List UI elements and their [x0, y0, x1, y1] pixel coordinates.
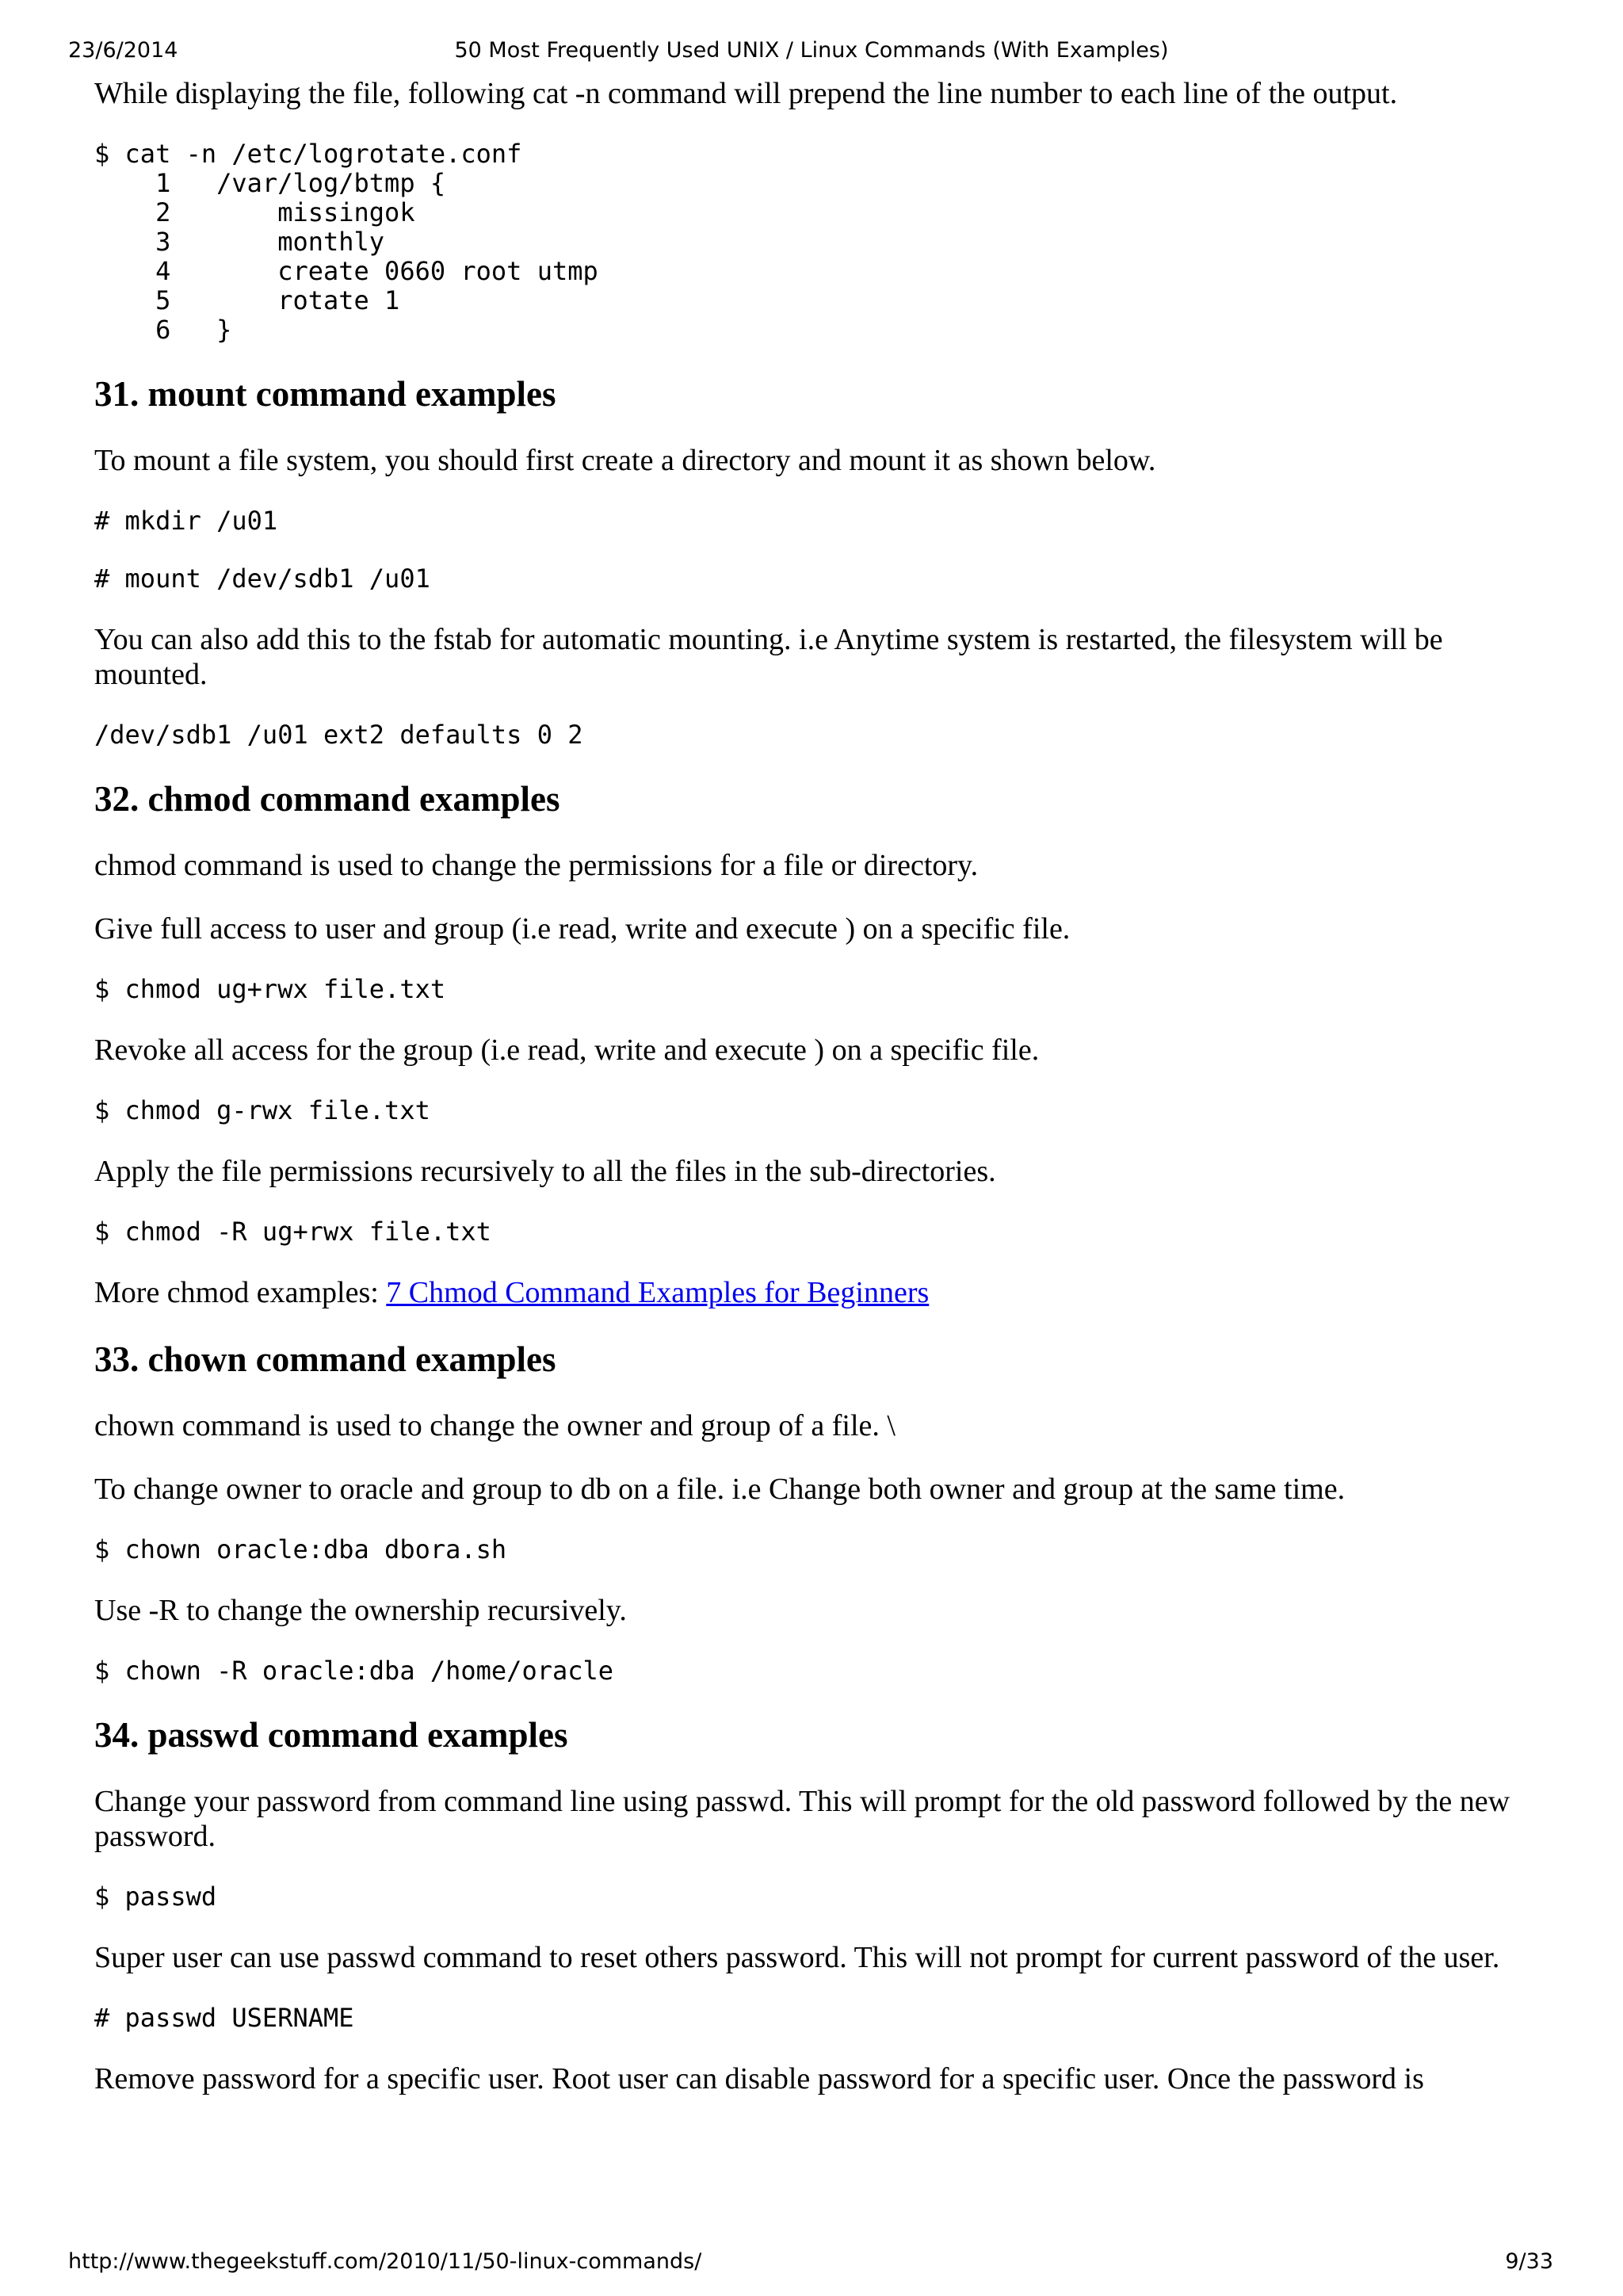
- code-block: $ chmod g-rwx file.txt: [94, 1095, 430, 1125]
- code-block: $ passwd: [94, 1881, 217, 1912]
- code-block: $ cat -n /etc/logrotate.conf 1 /var/log/btmp { 2 missingok 3 monthly 4 create 0660 root utmp 5 rotate 1 6 }: [94, 139, 598, 345]
- code-block: # mkdir /u01: [94, 506, 278, 536]
- paragraph: Use -R to change the ownership recursively.: [94, 1594, 627, 1627]
- footer-url: http://www.thegeekstuff.com/2010/11/50-linux-commands/: [68, 2249, 702, 2274]
- header-title: 50 Most Frequently Used UNIX / Linux Commands (With Examples): [454, 38, 1169, 63]
- header-date: 23/6/2014: [68, 38, 178, 63]
- code-block: $ chown oracle:dba dbora.sh: [94, 1534, 507, 1564]
- code-block: $ chown -R oracle:dba /home/oracle: [94, 1656, 614, 1686]
- chmod-examples-link[interactable]: 7 Chmod Command Examples for Beginners: [386, 1276, 930, 1309]
- article-content: [94, 76, 1552, 2125]
- paragraph: chown command is used to change the owner and group of a file. \: [94, 1409, 896, 1442]
- paragraph: To change owner to oracle and group to db on a file. i.e Change both owner and group at the same time.: [94, 1473, 1346, 1506]
- code-block: # mount /dev/sdb1 /u01: [94, 563, 430, 594]
- paragraph: Change your password from command line using passwd. This will prompt for the old password followed by the new password.: [94, 1785, 1510, 1853]
- paragraph: To mount a file system, you should first create a directory and mount it as shown below.: [94, 444, 1156, 477]
- paragraph: Remove password for a specific user. Root user can disable password for a specific user. Once the password is: [94, 2062, 1424, 2095]
- paragraph: chmod command is used to change the permissions for a file or directory.: [94, 849, 979, 882]
- code-block: /dev/sdb1 /u01 ext2 defaults 0 2: [94, 720, 583, 750]
- footer-page-number: 9/33: [1505, 2249, 1553, 2274]
- code-block: # passwd USERNAME: [94, 2003, 354, 2033]
- paragraph: Revoke all access for the group (i.e read, write and execute ) on a specific file.: [94, 1033, 1040, 1067]
- section-heading: 34. passwd command examples: [94, 1715, 568, 1755]
- section-heading: 33. chown command examples: [94, 1339, 556, 1379]
- code-block: $ chmod -R ug+rwx file.txt: [94, 1217, 491, 1247]
- code-block: $ chmod ug+rwx file.txt: [94, 974, 446, 1004]
- paragraph-text: More chmod examples:: [94, 1276, 387, 1309]
- paragraph: While displaying the file, following cat -n command will prepend the line number to each line of the output.: [94, 77, 1398, 110]
- paragraph: You can also add this to the fstab for automatic mounting. i.e Anytime system is restarted, the filesystem will be mounted.: [94, 623, 1443, 691]
- paragraph: Apply the file permissions recursively to all the files in the sub-directories.: [94, 1155, 996, 1188]
- paragraph-with-link: [94, 1275, 1552, 1310]
- paragraph: Give full access to user and group (i.e read, write and execute ) on a specific file.: [94, 912, 1071, 946]
- section-heading: 31. mount command examples: [94, 374, 556, 414]
- paragraph: Super user can use passwd command to reset others password. This will not prompt for current password of the user.: [94, 1941, 1500, 1974]
- section-heading: 32. chmod command examples: [94, 779, 560, 819]
